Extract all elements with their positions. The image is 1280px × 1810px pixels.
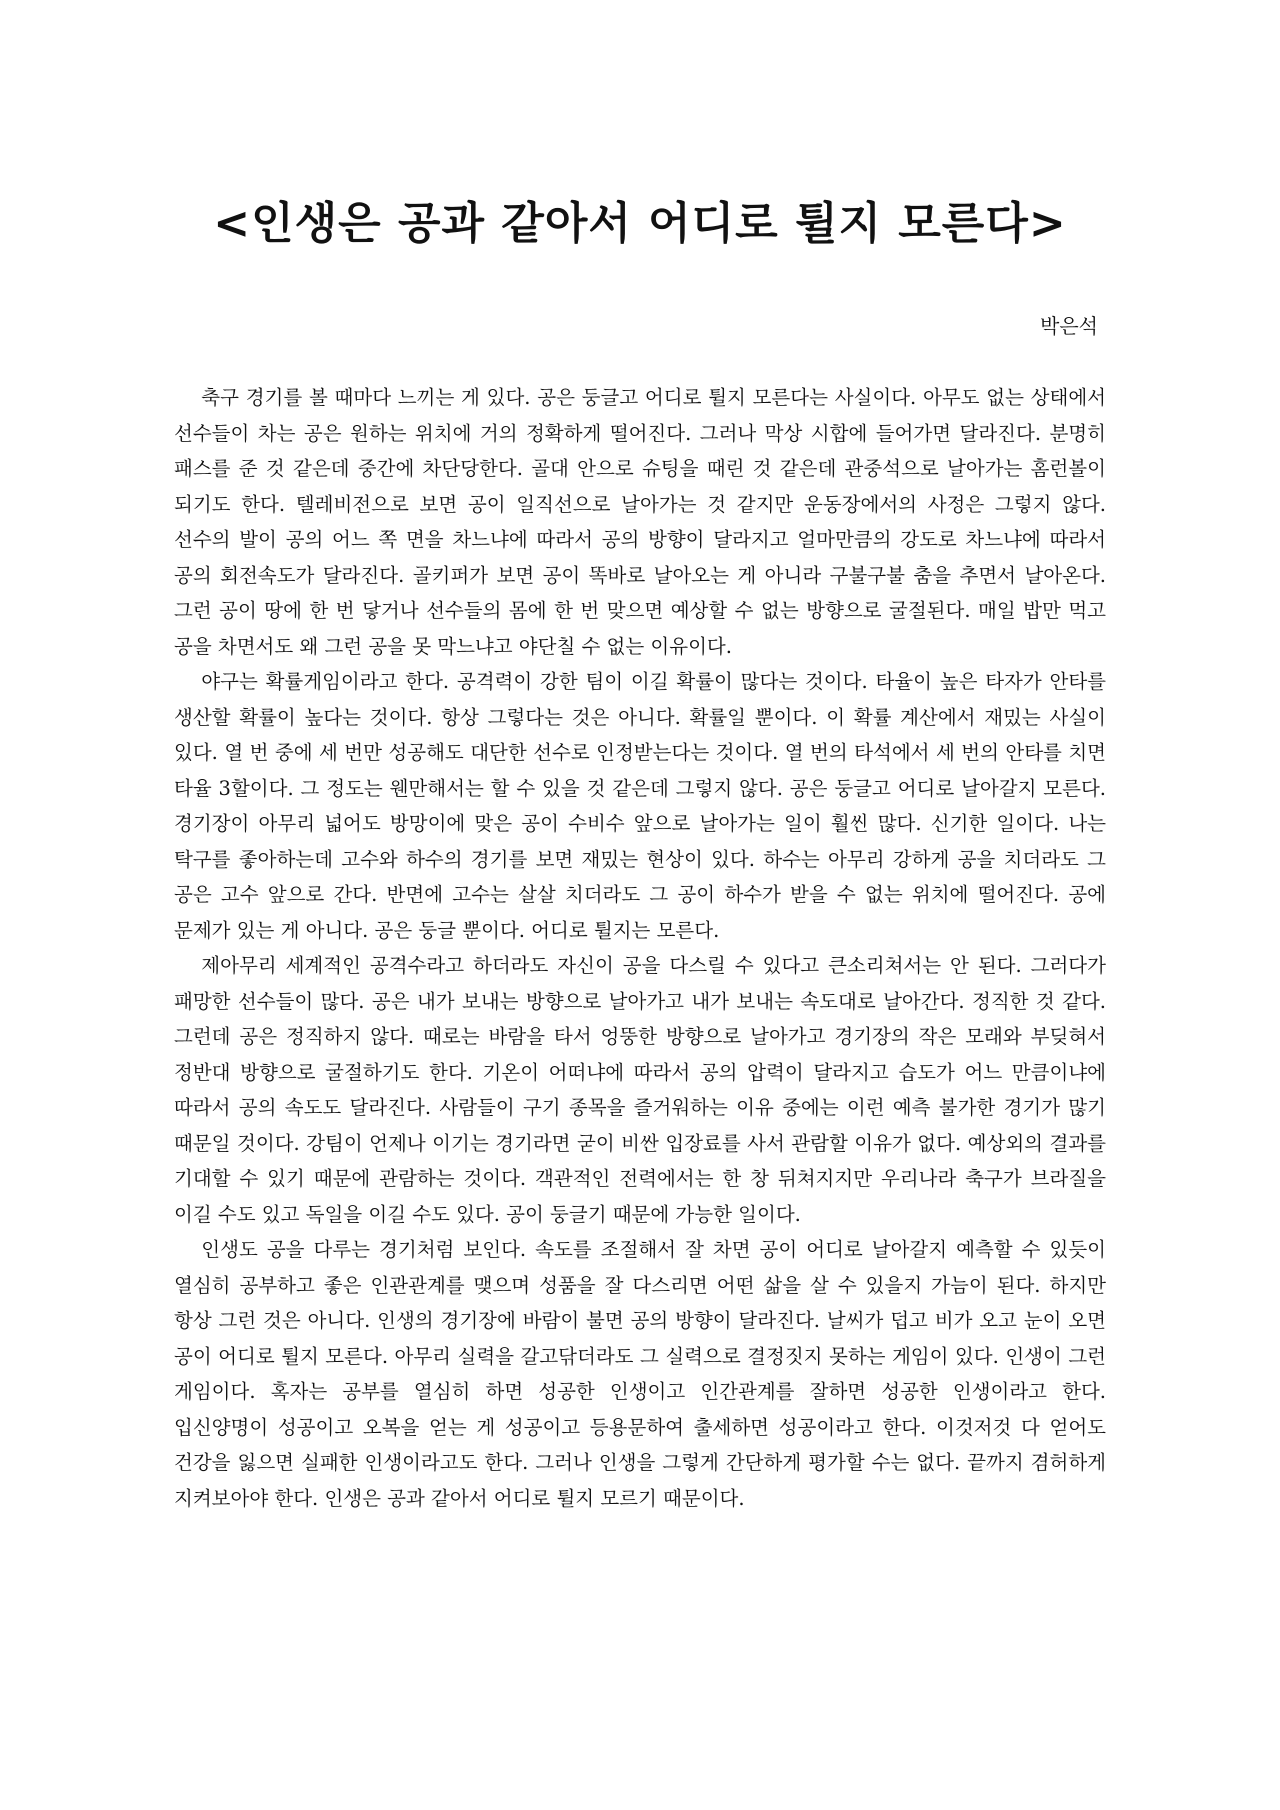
paragraph: 제아무리 세계적인 공격수라고 하더라도 자신이 공을 다스릴 수 있다고 큰소리쳐서는 안 된다. 그러다가 패망한 선수들이 많다. 공은 내가 보내는 방향으로 날아가고 내가 보내는 속도대로 날아간다. 정직한 것 같다. 그런데 공은 정직하지 않다. 때로는 바람을 타서 엉뚱한 방향으로 날아가고 경기장의 작은 모래와 부딪혀서 정반대 방향으로 굴절하기도 한다. 기온이 어떠냐에 따라서 공의 압력이 달라지고 습도가 어느 만큼이냐에 따라서 공의 속도도 달라진다. 사람들이 구기 종목을 즐거워하는 이유 중에는 이런 예측 불가한 경기가 많기 때문일 것이다. 강팀이 언제나 이기는 경기라면 굳이 비싼 입장료를 사서 관람할 이유가 없다. 예상외의 결과를 기대할 수 있기 때문에 관람하는 것이다. 객관적인 전력에서는 한 창 뒤쳐지지만 우리나라 축구가 브라질을 이길 수도 있고 독일을 이길 수도 있다. 공이 둥글기 때문에 가능한 일이다.: [174, 954, 1106, 1226]
paragraph: 축구 경기를 볼 때마다 느끼는 게 있다. 공은 둥글고 어디로 튈지 모른다는 사실이다. 아무도 없는 상태에서 선수들이 차는 공은 원하는 위치에 거의 정확하게 떨어진다. 그러나 막상 시합에 들어가면 달라진다. 분명히 패스를 준 것 같은데 중간에 차단당한다. 골대 안으로 슈팅을 때린 것 같은데 관중석으로 날아가는 홈런볼이 되기도 한다. 텔레비전으로 보면 공이 일직선으로 날아가는 것 같지만 운동장에서의 사정은 그렇지 않다. 선수의 발이 공의 어느 쪽 면을 차느냐에 따라서 공의 방향이 달라지고 얼마만큼의 강도로 차느냐에 따라서 공의 회전속도가 달라진다. 골키퍼가 보면 공이 똑바로 날아오는 게 아니라 구불구불 춤을 추면서 날아온다. 그런 공이 땅에 한 번 닿거나 선수들의 몸에 한 번 맞으면 예상할 수 없는 방향으로 굴절된다. 매일 밥만 먹고 공을 차면서도 왜 그런 공을 못 막느냐고 야단칠 수 없는 이유이다.: [174, 386, 1106, 658]
paragraph: 인생도 공을 다루는 경기처럼 보인다. 속도를 조절해서 잘 차면 공이 어디로 날아갈지 예측할 수 있듯이 열심히 공부하고 좋은 인관관계를 맺으며 성품을 잘 다스리면 어떤 삶을 살 수 있을지 가늠이 된다. 하지만 항상 그런 것은 아니다. 인생의 경기장에 바람이 불면 공의 방향이 달라진다. 날씨가 덥고 비가 오고 눈이 오면 공이 어디로 튈지 모른다. 아무리 실력을 갈고닦더라도 그 실력으로 결정짓지 못하는 게임이 있다. 인생이 그런 게임이다. 혹자는 공부를 열심히 하면 성공한 인생이고 인간관계를 잘하면 성공한 인생이라고 한다. 입신양명이 성공이고 오복을 얻는 게 성공이고 등용문하여 출세하면 성공이라고 한다. 이것저것 다 얻어도 건강을 잃으면 실패한 인생이라고도 한다. 그러나 인생을 그렇게 간단하게 평가할 수는 없다. 끝까지 겸허하게 지켜보아야 한다. 인생은 공과 같아서 어디로 튈지 모르기 때문이다.: [174, 1238, 1106, 1510]
document-title: <인생은 공과 같아서 어디로 튈지 모른다>: [213, 198, 1067, 249]
paragraph: 야구는 확률게임이라고 한다. 공격력이 강한 팀이 이길 확률이 많다는 것이다. 타율이 높은 타자가 안타를 생산할 확률이 높다는 것이다. 항상 그렇다는 것은 아니다. 확률일 뿐이다. 이 확률 계산에서 재밌는 사실이 있다. 열 번 중에 세 번만 성공해도 대단한 선수로 인정받는다는 것이다. 열 번의 타석에서 세 번의 안타를 치면 타율 3할이다. 그 정도는 웬만해서는 할 수 있을 것 같은데 그렇지 않다. 공은 둥글고 어디로 날아갈지 모른다. 경기장이 아무리 넓어도 방망이에 맞은 공이 수비수 앞으로 날아가는 일이 훨씬 많다. 신기한 일이다. 나는 탁구를 좋아하는데 고수와 하수의 경기를 보면 재밌는 현상이 있다. 하수는 아무리 강하게 공을 치더라도 그 공은 고수 앞으로 간다. 반면에 고수는 살살 치더라도 그 공이 하수가 받을 수 없는 위치에 떨어진다. 공에 문제가 있는 게 아니다. 공은 둥글 뿐이다. 어디로 튈지는 모른다.: [174, 670, 1106, 942]
author-name: 박은석: [1040, 314, 1098, 338]
essay-body: [174, 380, 1106, 1516]
